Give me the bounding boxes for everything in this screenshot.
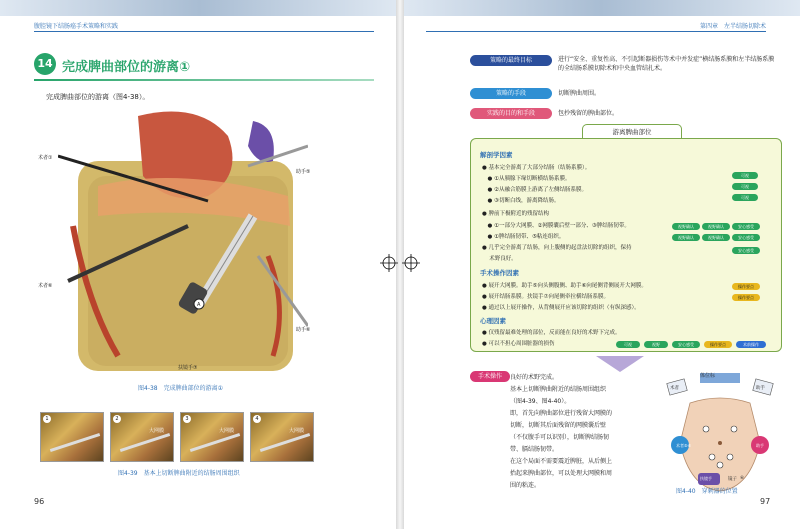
label-marker: A <box>197 302 201 308</box>
section-underline <box>34 79 374 81</box>
operation-line: ● 展开大网膜。助手⑤向头侧腹侧、助手⑥向尾侧背侧展开大网膜。 <box>482 283 647 289</box>
label-scope-holder: 扶镜手⑦ <box>178 365 198 371</box>
tag-badge: 可视 <box>732 194 758 201</box>
section-number-badge: 14 <box>34 53 56 75</box>
operation-text: 抬起来脾曲部位，可以处理大网膜和周 <box>510 470 613 477</box>
tag-badge: 视野确认 <box>672 223 700 230</box>
thumbnail-photo <box>180 412 244 462</box>
tag-badge: 视野确认 <box>702 234 730 241</box>
operation-text: （图4-39、图4-40）。 <box>510 398 571 405</box>
tag-badge: 安心感受 <box>672 341 700 348</box>
thumbnail-photo <box>250 412 314 462</box>
thumb-label: 大网膜 <box>289 428 305 434</box>
instrument <box>260 433 310 452</box>
anatomy-line: ● ③切断白线，游离降结肠。 <box>482 198 560 204</box>
tag-badge: 操作要点 <box>732 283 760 290</box>
running-header-right: 第四章 左半结肠切除术 <box>700 23 767 30</box>
operation-text: 在这个局面不需要震近脾脏，从后侧上 <box>510 458 613 465</box>
pos-label-surgeon: 术者 <box>670 386 679 391</box>
psychology-line: ● 仅残留最难处理的部位，反而能在良好的术野下完成。 <box>482 330 621 336</box>
down-arrow-icon <box>596 356 644 372</box>
thumb-number: 2 <box>113 415 121 423</box>
pos-label-assistant: 助手 <box>756 386 765 391</box>
pos-label-port: ⑥ <box>740 476 745 481</box>
anatomy-line: ● ②从融合筋膜上游离了左侧结肠系膜。 <box>482 187 587 193</box>
thumbnail-photo <box>40 412 104 462</box>
top-band <box>0 0 398 16</box>
operation-text: 基本上切断脾曲附近的结肠周围组织 <box>510 386 607 393</box>
instrument <box>190 433 240 452</box>
pos-label-monitor: 镜子 <box>728 477 737 482</box>
anatomy-line: ● 基本完全游离了大部分结肠（结肠系膜）。 <box>482 165 591 171</box>
tag-badge: 术前操作 <box>736 341 766 348</box>
tag-badge: 安心感受 <box>732 234 760 241</box>
running-header-left: 腹腔镜下结肠癌手术策略和实践 <box>34 23 119 30</box>
psychology-heading: 心理因素 <box>480 317 506 325</box>
operation-line: ● 展开结肠系膜。扶镜手⑦向尾侧牵拉横结肠系膜。 <box>482 294 609 300</box>
strategy-goal-text: 进行“安全、重复性高、不引起断器损伤等术中并发症”横结肠系膜和左半结肠系膜的全结肠系膜切除术和中央血管结扎术。 <box>558 56 775 72</box>
anatomy-line: ● ①从胰腺下缘切断横结肠系膜。 <box>482 176 571 182</box>
surgical-illustration <box>58 106 311 384</box>
intro-text: 完成脾曲部位的游离（图4-38）。 <box>46 93 150 101</box>
tag-badge: 操作要点 <box>704 341 732 348</box>
label-surgeon-top: 术者① <box>38 155 53 161</box>
section-title: 完成脾曲部位的游离① <box>62 60 191 75</box>
operation-text: 带、膈结肠韧带。 <box>510 446 559 453</box>
position-caption: 图4-40 穿刺器的位置 <box>676 488 738 495</box>
operation-line: ● 通过以上展开操作，从背侧展开应该切除的组织（有纵深感）。 <box>482 305 640 311</box>
psychology-line: ● 可以不担心周围脏器的损伤 <box>482 341 555 347</box>
label-assistant-right-2: 助手⑥ <box>296 327 311 333</box>
operation-heading: 手术操作因素 <box>480 269 519 277</box>
operation-pill: 手术操作 <box>470 371 510 382</box>
thumb-label: 大网膜 <box>219 428 235 434</box>
operation-text: 切断，切断其后面残留的网膜囊后壁 <box>510 422 607 429</box>
thumb-number: 4 <box>253 415 261 423</box>
strategy-means-pill: 策略的手段 <box>470 88 552 99</box>
crop-mark-icon <box>380 254 398 272</box>
operation-text: （不仅腹手可以识别），切断脾结肠韧 <box>510 434 610 441</box>
anatomy-heading: 解剖学因素 <box>480 151 513 159</box>
practice-pill: 实践的目的和手段 <box>470 108 552 119</box>
pos-label-surgeon-circle: 术者⑤⑥ <box>676 443 692 448</box>
strategy-means-text: 切断脾曲周围。 <box>558 90 601 97</box>
anatomy-line: ● 几乎完全游离了结肠，向上腹侧的起盘法切除的组织，保持 <box>482 245 632 251</box>
tag-badge: 视野确认 <box>672 234 700 241</box>
header-rule <box>426 31 766 32</box>
top-band <box>402 0 800 16</box>
position-title: 体位标 <box>700 373 716 379</box>
thumb-number: 3 <box>183 415 191 423</box>
header-rule <box>34 31 374 32</box>
page-number-left: 96 <box>34 497 45 506</box>
anatomy-line: ● ①一部分大网膜、②网膜囊后壁一部分、③脾结肠韧带。 <box>482 223 630 229</box>
tag-badge: 视野 <box>644 341 668 348</box>
label-surgeon-left: 术者⑥ <box>38 283 53 289</box>
anatomy-line: ● ①脾结肠韧带、⑤粘连组织。 <box>482 234 565 240</box>
pos-label-assistant-circle: 助手 <box>756 443 764 448</box>
thumbs-caption: 图4-39 基本上切断脾曲附近的结肠周围组织 <box>118 470 240 477</box>
operation-text: 即，首先向脾曲部位进行残留大网膜的 <box>510 410 613 417</box>
instrument <box>120 433 170 452</box>
tag-badge: 可视 <box>616 341 640 348</box>
thumb-label: 大网膜 <box>149 428 165 434</box>
label-assistant-right: 助手⑤ <box>296 169 311 175</box>
tag-badge: 安心感受 <box>732 223 760 230</box>
crop-mark-icon <box>402 254 420 272</box>
operation-text: 围的粘连。 <box>510 482 541 489</box>
tag-badge: 操作要点 <box>732 294 760 301</box>
instrument <box>50 433 100 452</box>
anatomy-line: ● 脾前下极附近的残留结构 <box>482 211 550 217</box>
thumb-number: 1 <box>43 415 51 423</box>
practice-text: 包抄残留的脾曲部位。 <box>558 110 619 117</box>
page-number-right: 97 <box>760 497 771 506</box>
anatomy-line: 术野良好。 <box>482 256 517 262</box>
tag-badge: 可视 <box>732 183 758 190</box>
tag-badge: 可视 <box>732 172 758 179</box>
thumbnail-photo <box>110 412 174 462</box>
port-position-diagram <box>660 373 780 498</box>
operation-text: 良好的术野完成。 <box>510 374 559 381</box>
strategy-goal-pill: 策略的最终目标 <box>470 55 552 66</box>
tag-badge: 安心感受 <box>732 247 760 254</box>
box-title: 游离脾曲部位 <box>582 124 682 138</box>
figure-caption: 图4-38 完成脾曲部位的游离① <box>138 385 223 392</box>
pos-label-scope: 扶镜手 <box>700 476 712 481</box>
tag-badge: 视野确认 <box>702 223 730 230</box>
